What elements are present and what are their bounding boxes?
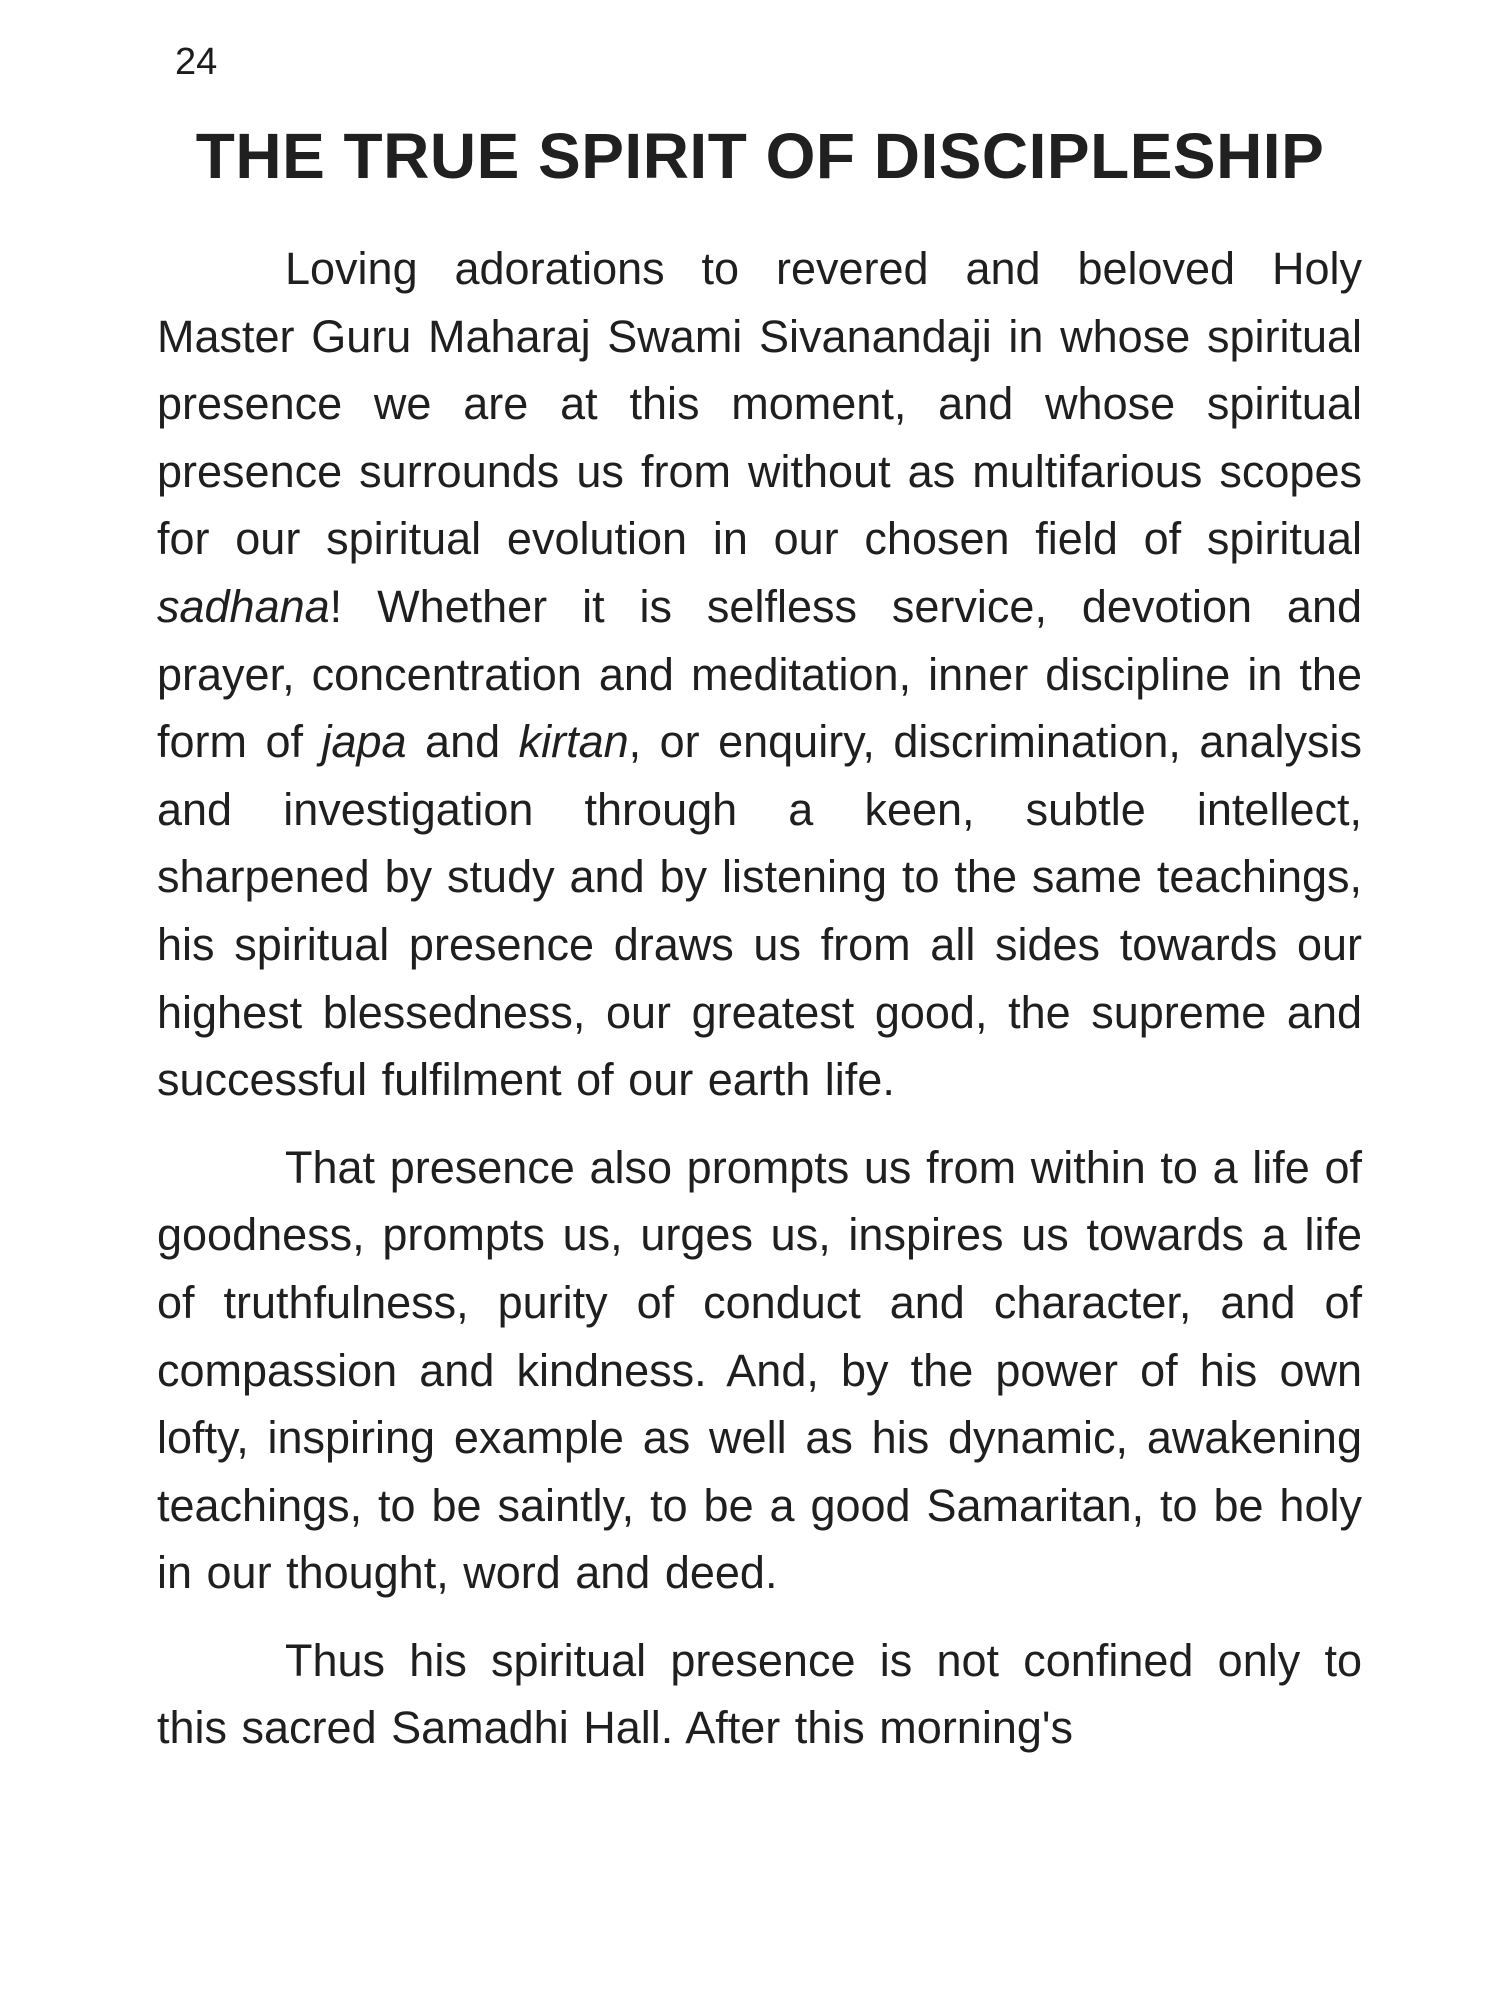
page-number: 24 <box>175 41 218 83</box>
paragraph-1 <box>157 235 1362 1114</box>
paragraph-3 <box>157 1627 1362 1762</box>
italic-term-kirtan: kirtan <box>518 716 629 768</box>
text-segment: That presence also prompts us from within to a life of goodness, prompts us, urges us, inspires us towards a life of truthfulness, purity of conduct and character, and of compassion and kindness. And, by the power of his own lofty, inspiring example as well as his dynamic, awakening teachings, to be saintly, to be a good Samaritan, to be holy in our thought, word and deed. <box>157 1141 1362 1599</box>
chapter-title: THE TRUE SPIRIT OF DISCIPLESHIP <box>195 120 1325 192</box>
text-segment: , or enquiry, discrimination, analysis and investigation through a keen, subtle intellect, sharpened by study and by listening to the same teachings, his spiritual presence draws us from all sides towards our highest blessedness, our greatest good, the supreme and successful fulfilment of our earth life. <box>157 716 1362 1106</box>
text-segment: and <box>406 716 519 768</box>
text-segment: ! Whether it is selfless service, devotion and prayer, concentration and meditation, inner discipline in the form of <box>157 580 1362 768</box>
italic-term-sadhana: sadhana <box>157 580 330 632</box>
text-segment: Thus his spiritual presence is not confined only to this sacred Samadhi Hall. After this morning's <box>157 1634 1362 1754</box>
text-segment: Loving adorations to revered and beloved Holy Master Guru Maharaj Swami Sivanandaji in whose spiritual presence we are at this moment, and whose spiritual presence surrounds us from without as multifarious scopes for our spiritual evolution in our chosen field of spiritual <box>157 243 1362 565</box>
italic-term-japa: japa <box>321 716 407 768</box>
body-text <box>157 235 1362 1782</box>
paragraph-2 <box>157 1134 1362 1607</box>
